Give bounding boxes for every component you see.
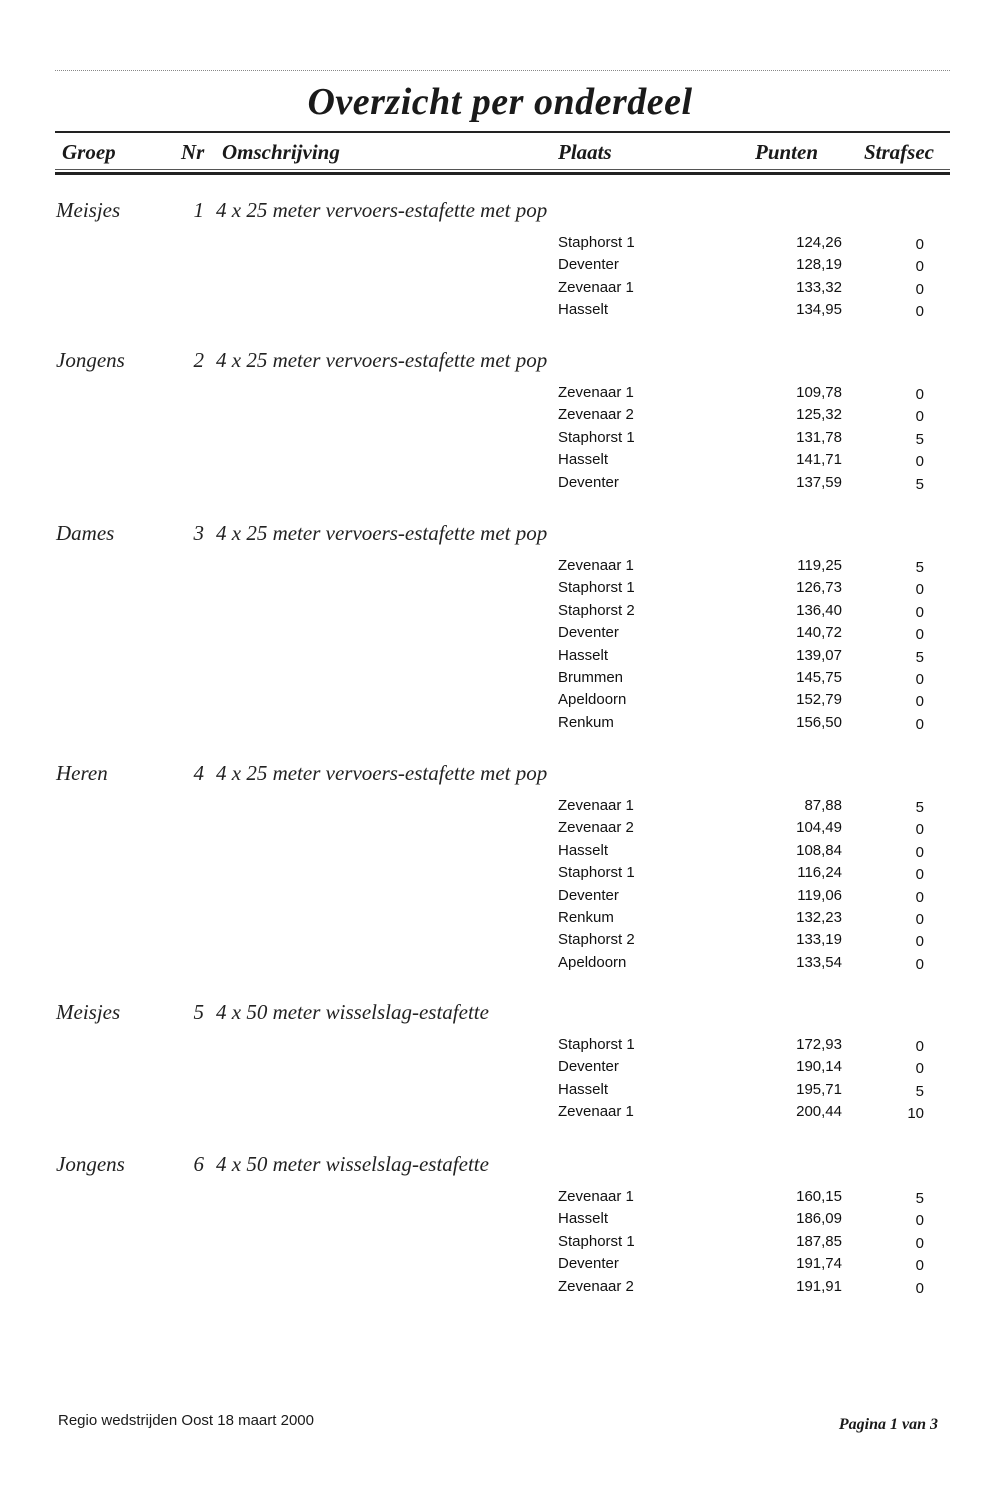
result-row bbox=[0, 256, 1000, 278]
event-omschrijving: 4 x 25 meter vervoers-estafette met pop bbox=[216, 198, 548, 222]
result-row bbox=[0, 647, 1000, 669]
result-plaats: Zevenaar 2 bbox=[558, 819, 634, 837]
result-plaats: Staphorst 2 bbox=[558, 931, 635, 949]
result-strafsec: 0 bbox=[915, 670, 924, 688]
event-section bbox=[0, 198, 1000, 324]
result-plaats: Deventer bbox=[558, 256, 619, 274]
result-row bbox=[0, 842, 1000, 864]
result-punten: 132,23 bbox=[796, 908, 842, 926]
result-strafsec: 0 bbox=[915, 603, 924, 621]
result-punten: 124,26 bbox=[796, 234, 842, 251]
header-bottom-thin-rule bbox=[55, 169, 950, 170]
result-punten: 133,32 bbox=[796, 278, 842, 296]
header-nr: Nr bbox=[181, 140, 205, 164]
result-row bbox=[0, 819, 1000, 841]
result-row bbox=[0, 557, 1000, 579]
result-strafsec: 0 bbox=[915, 715, 924, 733]
result-plaats: Hasselt bbox=[558, 451, 609, 469]
result-plaats: Staphorst 1 bbox=[558, 864, 635, 882]
result-plaats: Zevenaar 1 bbox=[558, 1188, 634, 1205]
result-plaats: Deventer bbox=[558, 473, 619, 491]
header-groep: Groep bbox=[62, 140, 116, 164]
header-strafsec: Strafsec bbox=[864, 140, 934, 164]
result-row bbox=[0, 931, 1000, 953]
result-plaats: Zevenaar 1 bbox=[558, 797, 634, 814]
result-strafsec: 5 bbox=[915, 799, 924, 816]
result-strafsec: 5 bbox=[915, 430, 924, 448]
result-row bbox=[0, 279, 1000, 301]
event-groep: Dames bbox=[56, 521, 115, 545]
result-row bbox=[0, 1233, 1000, 1255]
result-plaats: Deventer bbox=[558, 624, 619, 642]
result-plaats: Apeldoorn bbox=[558, 691, 627, 709]
result-row bbox=[0, 1103, 1000, 1125]
result-row bbox=[0, 406, 1000, 428]
result-strafsec: 0 bbox=[915, 626, 924, 644]
result-row bbox=[0, 602, 1000, 624]
result-strafsec: 0 bbox=[915, 581, 924, 599]
result-punten: 145,75 bbox=[796, 668, 842, 686]
top-dotted-line bbox=[55, 70, 950, 71]
event-groep: Jongens bbox=[56, 348, 125, 372]
result-strafsec: 0 bbox=[915, 821, 924, 839]
event-nr: 5 bbox=[193, 1000, 204, 1024]
result-strafsec: 5 bbox=[915, 559, 924, 576]
result-strafsec: 0 bbox=[915, 1234, 924, 1252]
result-punten: 133,54 bbox=[796, 953, 842, 971]
result-row bbox=[0, 1255, 1000, 1277]
event-omschrijving: 4 x 25 meter vervoers-estafette met pop bbox=[216, 521, 548, 545]
result-plaats: Staphorst 1 bbox=[558, 1232, 635, 1250]
result-strafsec: 0 bbox=[915, 386, 924, 403]
event-omschrijving: 4 x 50 meter wisselslag-estafette bbox=[216, 1000, 489, 1024]
result-punten: 190,14 bbox=[796, 1058, 842, 1076]
result-strafsec: 0 bbox=[915, 408, 924, 426]
event-section bbox=[0, 1000, 1000, 1126]
event-nr: 3 bbox=[193, 521, 204, 545]
result-strafsec: 0 bbox=[915, 843, 924, 861]
result-row bbox=[0, 451, 1000, 473]
result-plaats: Staphorst 1 bbox=[558, 1036, 635, 1053]
footer-page-number: Pagina 1 van 3 bbox=[838, 1416, 938, 1433]
result-strafsec: 0 bbox=[915, 933, 924, 951]
result-punten: 109,78 bbox=[796, 384, 842, 401]
result-row bbox=[0, 384, 1000, 406]
result-row bbox=[0, 301, 1000, 323]
event-nr: 4 bbox=[193, 761, 204, 785]
result-punten: 133,19 bbox=[796, 931, 842, 949]
result-plaats: Zevenaar 2 bbox=[558, 1277, 634, 1295]
result-strafsec: 0 bbox=[915, 1038, 924, 1055]
result-punten: 125,32 bbox=[796, 406, 842, 424]
result-punten: 137,59 bbox=[796, 473, 842, 491]
event-nr: 2 bbox=[193, 348, 204, 372]
result-plaats: Hasselt bbox=[558, 301, 609, 319]
result-plaats: Zevenaar 1 bbox=[558, 278, 634, 296]
result-strafsec: 0 bbox=[915, 258, 924, 276]
result-strafsec: 5 bbox=[915, 1190, 924, 1207]
result-plaats: Deventer bbox=[558, 1255, 619, 1273]
event-omschrijving: 4 x 25 meter vervoers-estafette met pop bbox=[216, 348, 548, 372]
event-section bbox=[0, 761, 1000, 976]
result-punten: 139,07 bbox=[796, 646, 842, 664]
result-plaats: Deventer bbox=[558, 886, 619, 904]
result-strafsec: 0 bbox=[915, 1279, 924, 1297]
result-punten: 116,24 bbox=[797, 864, 842, 882]
result-row bbox=[0, 954, 1000, 976]
result-punten: 156,50 bbox=[796, 713, 842, 731]
result-plaats: Brummen bbox=[558, 668, 624, 686]
result-row bbox=[0, 887, 1000, 909]
result-row bbox=[0, 1036, 1000, 1058]
result-strafsec: 0 bbox=[915, 693, 924, 711]
result-punten: 119,25 bbox=[797, 557, 842, 574]
result-punten: 131,78 bbox=[796, 428, 842, 446]
result-punten: 186,09 bbox=[796, 1210, 842, 1228]
result-strafsec: 0 bbox=[915, 236, 924, 253]
result-plaats: Zevenaar 1 bbox=[558, 384, 634, 401]
result-punten: 104,49 bbox=[796, 819, 842, 837]
result-plaats: Hasselt bbox=[558, 1080, 609, 1098]
event-omschrijving: 4 x 50 meter wisselslag-estafette bbox=[216, 1152, 489, 1176]
result-row bbox=[0, 579, 1000, 601]
result-plaats: Renkum bbox=[558, 908, 614, 926]
header-top-rule bbox=[55, 131, 950, 133]
result-punten: 119,06 bbox=[797, 886, 842, 904]
result-row bbox=[0, 429, 1000, 451]
result-punten: 126,73 bbox=[796, 579, 842, 597]
event-groep: Heren bbox=[56, 761, 108, 785]
result-strafsec: 0 bbox=[915, 955, 924, 973]
result-strafsec: 5 bbox=[915, 475, 924, 493]
result-strafsec: 0 bbox=[915, 888, 924, 906]
header-omschrijving: Omschrijving bbox=[222, 140, 340, 164]
result-row bbox=[0, 1278, 1000, 1300]
result-plaats: Apeldoorn bbox=[558, 953, 627, 971]
result-punten: 200,44 bbox=[796, 1103, 842, 1121]
result-plaats: Zevenaar 1 bbox=[558, 557, 634, 574]
result-strafsec: 0 bbox=[915, 910, 924, 928]
result-strafsec: 0 bbox=[915, 280, 924, 298]
event-omschrijving: 4 x 25 meter vervoers-estafette met pop bbox=[216, 761, 548, 785]
header-bottom-rule bbox=[55, 172, 950, 175]
result-strafsec: 5 bbox=[915, 648, 924, 666]
result-punten: 134,95 bbox=[796, 301, 842, 319]
result-punten: 191,91 bbox=[796, 1277, 842, 1295]
result-plaats: Staphorst 2 bbox=[558, 601, 635, 619]
result-plaats: Deventer bbox=[558, 1058, 619, 1076]
result-row bbox=[0, 864, 1000, 886]
result-strafsec: 0 bbox=[915, 1212, 924, 1230]
event-groep: Meisjes bbox=[56, 198, 121, 222]
event-section bbox=[0, 521, 1000, 736]
result-strafsec: 10 bbox=[907, 1105, 924, 1123]
result-plaats: Zevenaar 1 bbox=[558, 1103, 634, 1121]
result-punten: 141,71 bbox=[796, 451, 842, 469]
result-plaats: Staphorst 1 bbox=[558, 428, 635, 446]
header-punten: Punten bbox=[755, 140, 819, 164]
result-row bbox=[0, 474, 1000, 496]
footer-event: Regio wedstrijden Oost 18 maart 2000 bbox=[58, 1412, 314, 1429]
result-punten: 108,84 bbox=[796, 841, 842, 859]
event-heading bbox=[0, 348, 1000, 384]
result-row bbox=[0, 624, 1000, 646]
result-plaats: Hasselt bbox=[558, 646, 609, 664]
result-row bbox=[0, 909, 1000, 931]
event-section bbox=[0, 348, 1000, 496]
result-punten: 195,71 bbox=[796, 1080, 842, 1098]
event-heading bbox=[0, 521, 1000, 557]
result-row bbox=[0, 1210, 1000, 1232]
result-strafsec: 5 bbox=[915, 1082, 924, 1100]
result-strafsec: 0 bbox=[915, 303, 924, 321]
result-row bbox=[0, 1188, 1000, 1210]
result-punten: 160,15 bbox=[796, 1188, 842, 1205]
result-row bbox=[0, 691, 1000, 713]
header-plaats: Plaats bbox=[558, 140, 612, 164]
result-strafsec: 0 bbox=[915, 866, 924, 884]
event-heading bbox=[0, 1152, 1000, 1188]
result-punten: 140,72 bbox=[796, 624, 842, 642]
event-groep: Meisjes bbox=[56, 1000, 121, 1024]
result-row bbox=[0, 714, 1000, 736]
result-punten: 128,19 bbox=[796, 256, 842, 274]
event-heading bbox=[0, 198, 1000, 234]
result-punten: 172,93 bbox=[796, 1036, 842, 1053]
result-row bbox=[0, 669, 1000, 691]
result-row bbox=[0, 797, 1000, 819]
result-plaats: Hasselt bbox=[558, 1210, 609, 1228]
result-row bbox=[0, 1081, 1000, 1103]
result-plaats: Hasselt bbox=[558, 841, 609, 859]
result-punten: 187,85 bbox=[796, 1232, 842, 1250]
event-nr: 1 bbox=[193, 198, 204, 222]
result-strafsec: 0 bbox=[915, 453, 924, 471]
result-plaats: Staphorst 1 bbox=[558, 234, 635, 251]
event-heading bbox=[0, 761, 1000, 797]
result-plaats: Staphorst 1 bbox=[558, 579, 635, 597]
result-punten: 191,74 bbox=[796, 1255, 842, 1273]
result-row bbox=[0, 234, 1000, 256]
event-nr: 6 bbox=[193, 1152, 204, 1176]
event-groep: Jongens bbox=[56, 1152, 125, 1176]
event-section bbox=[0, 1152, 1000, 1300]
result-punten: 87,88 bbox=[804, 797, 842, 814]
result-strafsec: 0 bbox=[915, 1257, 924, 1275]
result-plaats: Zevenaar 2 bbox=[558, 406, 634, 424]
event-heading bbox=[0, 1000, 1000, 1036]
result-strafsec: 0 bbox=[915, 1060, 924, 1078]
page-title: Overzicht per onderdeel bbox=[307, 81, 693, 123]
result-row bbox=[0, 1058, 1000, 1080]
result-punten: 152,79 bbox=[796, 691, 842, 709]
result-plaats: Renkum bbox=[558, 713, 614, 731]
result-punten: 136,40 bbox=[796, 601, 842, 619]
